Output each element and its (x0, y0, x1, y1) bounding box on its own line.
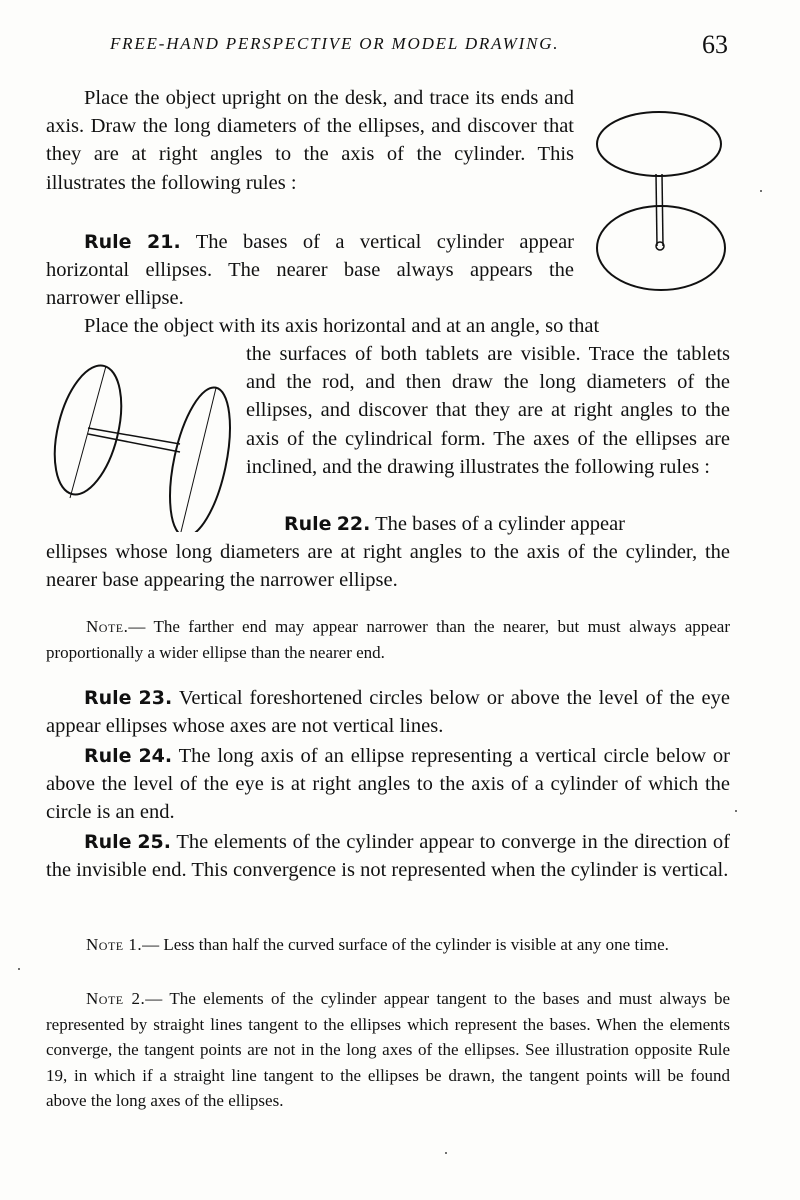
rule-label: Rule (84, 831, 132, 853)
note-text: — Less than half the curved surface of the cylinder is visible at any one time. (142, 935, 669, 954)
paragraph-horizontal-object-lead (84, 312, 730, 340)
paragraph-text: Place the object upright on the desk, and trace its ends and axis. Draw the long diameters of the ellipses, and discover that they are at right angles to the axis of the cylinder. This illustrates the following rules : (46, 87, 574, 194)
page-number: 63 (702, 30, 728, 59)
rule-22 (46, 538, 730, 594)
running-title: FREE-HAND PERSPECTIVE OR MODEL DRAWING. (110, 34, 560, 53)
rule-22-lead (284, 510, 730, 538)
rule-23 (46, 684, 730, 740)
paragraph-text: Place the object with its axis horizontal and at an angle, so that (84, 315, 600, 337)
rule-number: 25. (137, 831, 171, 853)
rule-text: Vertical foreshortened circles below or above the level of the eye appear ellipses whose axes are not vertical lines. (46, 687, 730, 738)
scan-speck (760, 190, 762, 192)
note-1 (46, 932, 730, 958)
rule-label: Rule (84, 231, 132, 253)
note-label: Note 2. (86, 989, 146, 1008)
rule-25 (46, 828, 730, 884)
rule-number: 21. (147, 231, 181, 253)
rule-label: Rule (84, 745, 132, 767)
rule-21 (46, 228, 574, 313)
rule-text: The long axis of an ellipse representing a vertical circle below or above the level of the eye is at right angles to the axis of a cylinder of which the circle is an end. (46, 745, 730, 824)
paragraph-horizontal-object (246, 340, 730, 481)
note-label: Note. (86, 617, 129, 636)
page-header (100, 30, 740, 60)
rule-label: Rule (284, 513, 332, 535)
note-narrower-end (46, 614, 730, 665)
note-text: — The elements of the cylinder appear tangent to the bases and must always be represented by straight lines tangent to the ellipses which represent the bases. When the elements converge, the tangent points are not in the long axes of the ellipses. See illustration opposite Rule 19, in which if a straight line tangent to the ellipses be drawn, the tangent points will be found above the long axes of the ellipses. (46, 989, 730, 1110)
scan-speck (18, 968, 20, 970)
paragraph-vertical-object (46, 84, 574, 197)
note-label: Note 1. (86, 935, 143, 954)
rule-24 (46, 742, 730, 827)
rule-text: ellipses whose long diameters are at right angles to the axis of the cylinder, the nearer base appearing the narrower ellipse. (46, 541, 730, 592)
scan-speck (735, 810, 737, 812)
scan-speck (445, 1152, 447, 1154)
rule-text: The elements of the cylinder appear to converge in the direction of the invisible end. This convergence is not represented when the cylinder is vertical. (46, 831, 730, 882)
rule-text: The bases of a cylinder appear (375, 513, 625, 535)
vertical-cylinder-illustration (588, 100, 738, 300)
rule-number: 23. (138, 687, 173, 709)
note-2 (46, 986, 730, 1114)
note-text: — The farther end may appear narrower than the nearer, but must always appear proportionally a wider ellipse than the nearer end. (46, 617, 730, 662)
rule-label: Rule (84, 687, 132, 709)
paragraph-text: the surfaces of both tablets are visible. Trace the tablets and the rod, and then draw the long diameters of the ellipses, and discover that they are at right angles to the axis of the cylindrical form. The axes of the ellipses are inclined, and the drawing illustrates the following rules : (246, 343, 730, 478)
inclined-cylinder-illustration (40, 352, 240, 532)
rule-number: 24. (138, 745, 173, 767)
rule-number: 22. (336, 513, 371, 535)
rule-text: The bases of a vertical cylinder appear horizontal ellipses. The nearer base always appears the narrower ellipse. (46, 231, 574, 310)
